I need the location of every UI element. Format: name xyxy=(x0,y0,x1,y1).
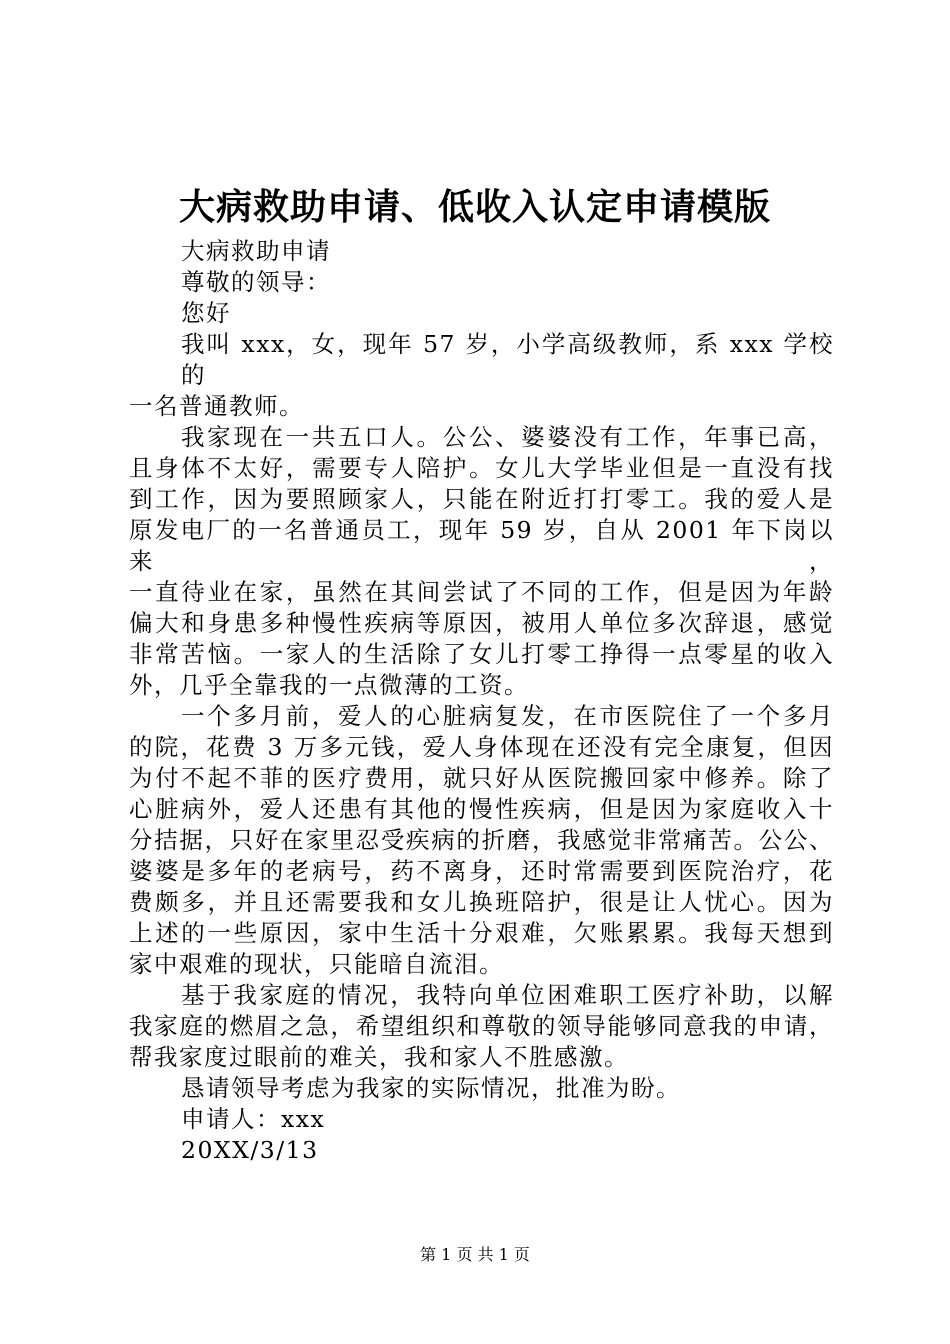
text-line: 为付不起不菲的医疗费用，就只好从医院搬回家中修养。除了 xyxy=(129,764,834,792)
text-line: 申请人：xxx xyxy=(181,1105,326,1133)
document-body xyxy=(129,236,834,1166)
text-line: 一直待业在家，虽然在其间尝试了不同的工作，但是因为年龄 xyxy=(129,578,834,606)
text-line: 20XX/3/13 xyxy=(181,1136,319,1164)
text-line: 恳请领导考虑为我家的实际情况，批准为盼。 xyxy=(181,1074,681,1102)
text-line: 非常苦恼。一家人的生活除了女儿打零工挣得一点零星的收入 xyxy=(129,640,834,668)
text-line: 大病救助申请 xyxy=(181,237,331,265)
text-line: 分拮据，只好在家里忍受疾病的折磨，我感觉非常痛苦。公公、 xyxy=(129,826,834,854)
text-line: 到工作，因为要照顾家人，只能在附近打打零工。我的爱人是 xyxy=(129,485,834,513)
text-line: 基于我家庭的情况，我特向单位困难职工医疗补助，以解 xyxy=(181,981,834,1009)
text-line: 帮我家度过眼前的难关，我和家人不胜感激。 xyxy=(129,1043,629,1071)
text-line: 婆婆是多年的老病号，药不离身，还时常需要到医院治疗，花 xyxy=(129,857,834,885)
text-line: 的院，花费 3 万多元钱，爱人身体现在还没有完全康复，但因 xyxy=(129,733,834,761)
text-line: 尊敬的领导： xyxy=(181,268,331,296)
text-line: 心脏病外，爱人还患有其他的慢性疾病，但是因为家庭收入十 xyxy=(129,795,834,823)
text-line: 您好 xyxy=(181,299,231,327)
text-line: 原发电厂的一名普通员工，现年 59 岁，自从 2001 年下岗以来， xyxy=(129,516,834,575)
text-line: 我家现在一共五口人。公公、婆婆没有工作，年事已高， xyxy=(181,423,834,451)
text-line: 外，几乎全靠我的一点微薄的工资。 xyxy=(129,671,529,699)
text-line: 我叫 xxx，女，现年 57 岁，小学高级教师，系 xxx 学校的 xyxy=(181,330,834,389)
text-line: 我家庭的燃眉之急，希望组织和尊敬的领导能够同意我的申请， xyxy=(129,1012,834,1040)
text-line: 家中艰难的现状，只能暗自流泪。 xyxy=(129,950,504,978)
text-line: 上述的一些原因，家中生活十分艰难，欠账累累。我每天想到 xyxy=(129,919,834,947)
page-footer: 第 1 页 共 1 页 xyxy=(420,1245,530,1264)
text-line: 一个多月前，爱人的心脏病复发，在市医院住了一个多月 xyxy=(181,702,834,730)
text-line: 费颇多，并且还需要我和女儿换班陪护，很是让人忧心。因为 xyxy=(129,888,834,916)
text-line: 且身体不太好，需要专人陪护。女儿大学毕业但是一直没有找 xyxy=(129,454,834,482)
text-line: 偏大和身患多种慢性疾病等原因，被用人单位多次辞退，感觉 xyxy=(129,609,834,637)
document-title: 大病救助申请、低收入认定申请模版 xyxy=(178,186,771,228)
text-line: 一名普通教师。 xyxy=(129,392,304,420)
